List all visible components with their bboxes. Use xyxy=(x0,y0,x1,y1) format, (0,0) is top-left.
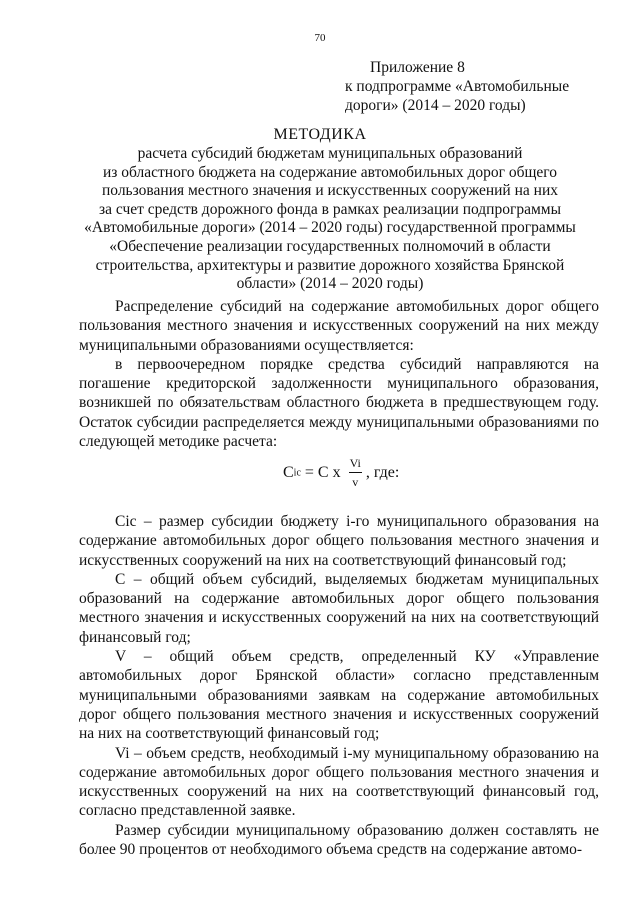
subtitle-line: за счет средств дорожного фонда в рамках реализации подпрограммы xyxy=(99,200,561,218)
definition: V – общий объем средств, определенный КУ «Управление автомобильных дорог Брянской области» согласно представленным муниципальными образованиями заявкам на содержание автомобильных дорог общего пользования местного значения и искусственных сооружений на них на соответствующий финансовый год; xyxy=(79,648,599,743)
definition: Размер субсидии муниципальному образованию должен составлять не более 90 процентов от необходимого объема средств на содержание автомо- xyxy=(79,821,599,859)
document-subtitle xyxy=(80,145,580,294)
definition: Vi – объем средств, необходимый i-му муниципальному образованию на содержание автомобильных дорог общего пользования местного значения и искусственных сооружений на них на соответствующий финансовый год, согласно представленной заявке. xyxy=(79,744,599,820)
formula-eq: = C x xyxy=(300,464,345,481)
formula-fraction xyxy=(349,456,362,490)
subtitle-line: области» (2014 – 2020 годы) xyxy=(236,275,424,293)
formula-lhs: C xyxy=(283,464,294,481)
formula-numerator: Vi xyxy=(349,456,362,473)
definition: C – общий объем субсидий, выделяемых бюджетам муниципальных образований на содержание автомобильных дорог общего пользования местного значения и искусственных сооружений на них на соответствующий финансовый год; xyxy=(79,570,599,646)
subtitle-line: «Обеспечение реализации государственных полномочий в области xyxy=(109,237,551,255)
appendix-line-1: Приложение 8 xyxy=(370,59,465,76)
subtitle-line: строительства, архитектуры и развитие дорожного хозяйства Брянской xyxy=(95,256,565,274)
intro-text xyxy=(79,297,599,451)
definition: Cic – размер субсидии бюджету i-го муниципального образования на содержание автомобильных дорог общего пользования местного значения и искусственных сооружений на них на соответствующий финансовый год; xyxy=(79,513,599,569)
page-number: 70 xyxy=(314,32,326,44)
appendix-line-2: к подпрограмме «Автомобильные xyxy=(345,78,570,95)
subtitle-line: пользования местного значения и искусственных сооружений на них xyxy=(101,182,558,200)
appendix-line-3: дороги» (2014 – 2020 годы) xyxy=(345,97,526,114)
subsidy-formula xyxy=(283,456,399,490)
paragraph: в первоочередном порядке средства субсидий направляются на погашение кредиторской задолженности муниципального образования, возникшей по обязательствам областного бюджета в предшествующем году. Остаток субсидии распределяется между муниципальными образованиями по следующей методике расчета: xyxy=(79,355,599,451)
appendix-header xyxy=(345,58,630,115)
formula-tail: , где: xyxy=(365,464,400,481)
definitions xyxy=(79,512,599,859)
paragraph: Распределение субсидий на содержание автомобильных дорог общего пользования местного значения и искусственных сооружений на них между муниципальными образованиями осуществляется: xyxy=(79,298,599,354)
subtitle-line: из областного бюджета на содержание автомобильных дорог общего xyxy=(102,163,558,181)
formula-lhs-subscript: ic xyxy=(293,467,301,479)
subtitle-line: расчета субсидий бюджетам муниципальных образований xyxy=(137,145,523,162)
subtitle-line: «Автомобильные дороги» (2014 – 2020 годы) государственной программы xyxy=(84,219,576,237)
document-title: МЕТОДИКА xyxy=(273,126,367,143)
formula-denominator: v xyxy=(352,475,359,489)
